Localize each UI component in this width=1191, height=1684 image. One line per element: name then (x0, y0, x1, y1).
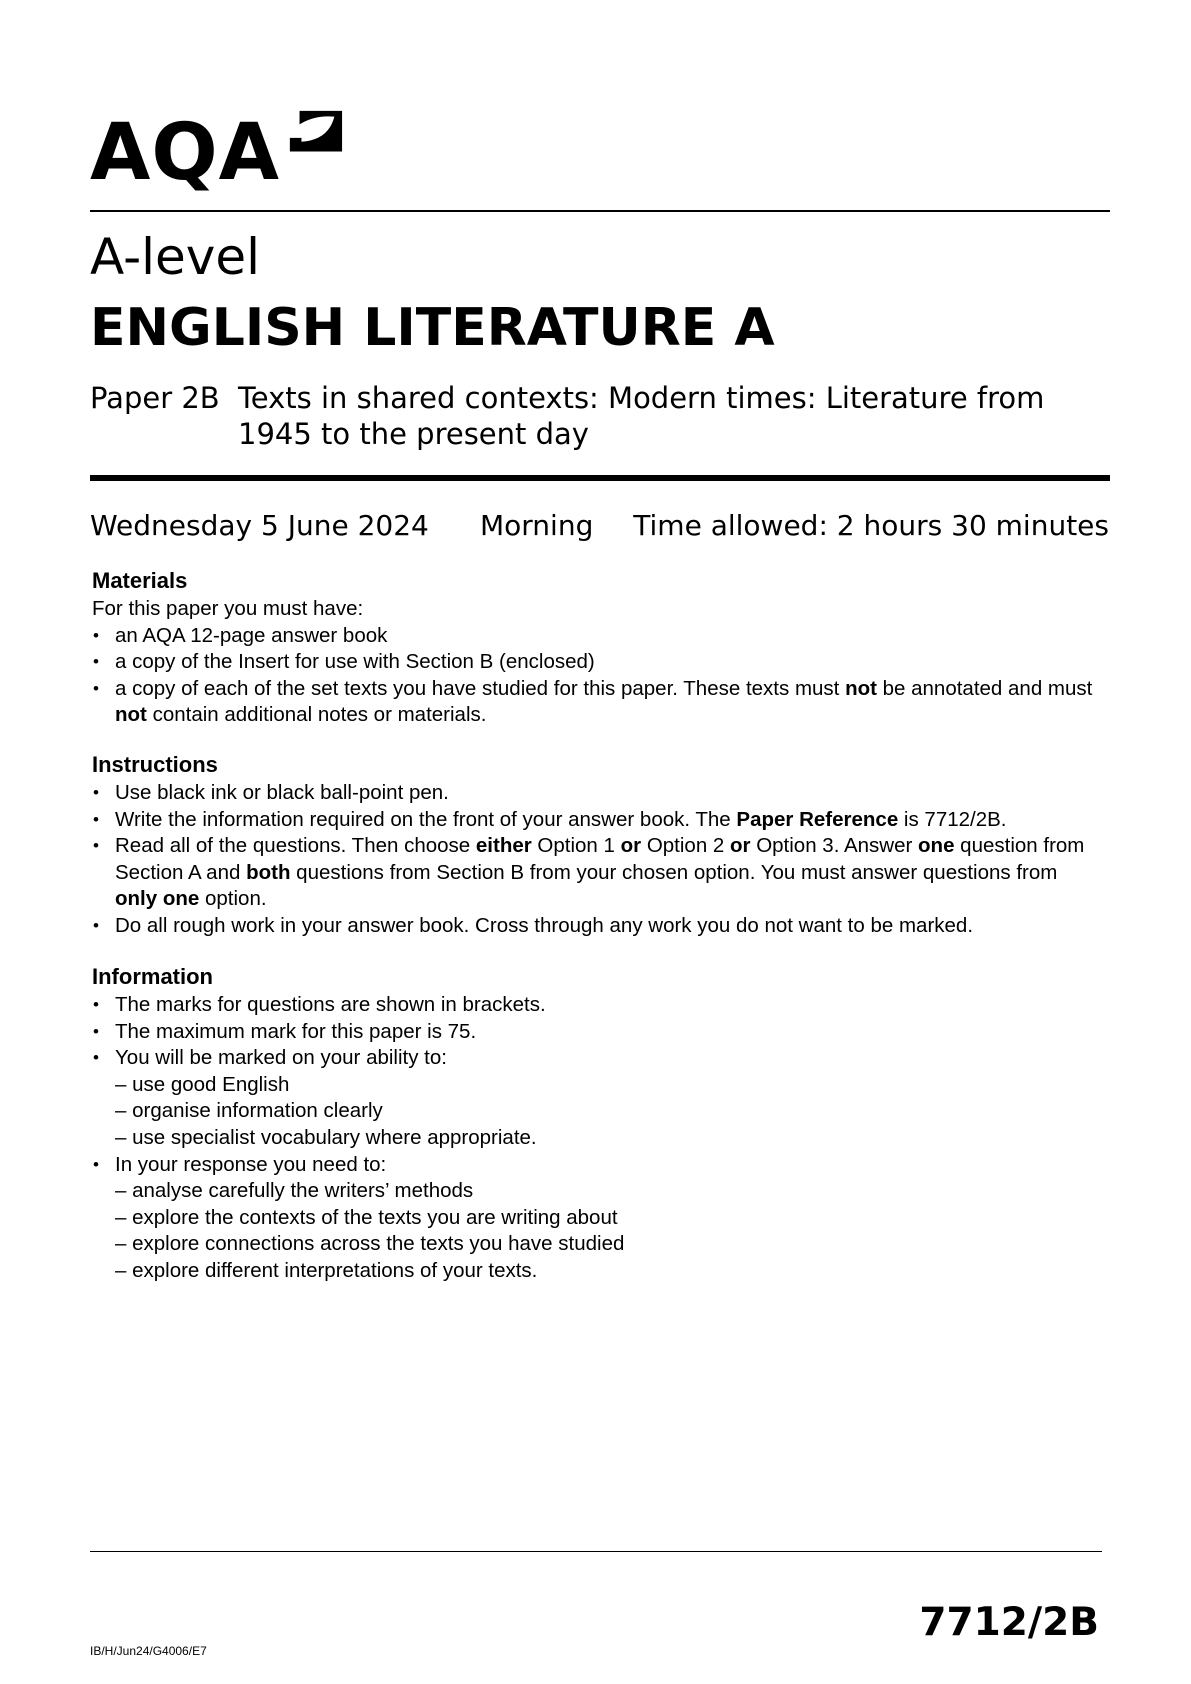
materials-heading: Materials (92, 568, 188, 593)
footer-divider (90, 1551, 1102, 1552)
list-item-text: You will be marked on your ability to: (115, 1046, 447, 1070)
qualification-level: A-level (90, 228, 261, 286)
aqa-logo (90, 100, 360, 200)
emphasis-text: or (730, 834, 751, 858)
text-run: Option 3. Answer (750, 834, 919, 858)
information-section (92, 962, 1102, 1285)
sub-item: – explore different interpretations of your texts. (115, 1258, 538, 1282)
subject-title: ENGLISH LITERATURE A (90, 298, 775, 358)
time-allowed: Time allowed: 2 hours 30 minutes (633, 509, 1109, 542)
text-run: option. (199, 887, 267, 911)
text-run: Read all of the questions. Then choose (115, 834, 476, 858)
emphasis-text: Paper Reference (736, 807, 899, 831)
list-item (92, 1019, 1102, 1046)
list-item-text: Use black ink or black ball-point pen. (115, 781, 449, 804)
paper-title: Texts in shared contexts: Modern times: Literature from 1945 to the present day (238, 381, 1045, 451)
list-item (92, 833, 1102, 913)
instructions-heading: Instructions (92, 752, 218, 777)
list-item (92, 676, 1102, 729)
emphasis-text: one (918, 834, 955, 858)
emphasis-text: either (475, 834, 532, 858)
paper-reference: 7712/2B (919, 1600, 1099, 1645)
text-run: be annotated and must (876, 676, 1093, 700)
list-item (92, 992, 1102, 1019)
list-item-text: In your response you need to: (115, 1152, 387, 1176)
sub-item: – use specialist vocabulary where appropriate. (115, 1125, 537, 1149)
list-item-text: Do all rough work in your answer book. Cross through any work you do not want to be marked. (115, 913, 974, 937)
information-heading: Information (92, 964, 213, 989)
logo-text: AQA (90, 108, 281, 198)
header-divider (90, 210, 1110, 212)
text-run: Write the information required on the front of your answer book. The (115, 807, 737, 831)
text-run: a copy of each of the set texts you have studied for this paper. These texts must (115, 676, 846, 700)
list-item-text: The maximum mark for this paper is 75. (115, 1019, 477, 1043)
list-item-text: The marks for questions are shown in brackets. (115, 993, 546, 1016)
list-item-text: a copy of the Insert for use with Section B (enclosed) (115, 650, 595, 674)
sub-item: – explore the contexts of the texts you are writing about (115, 1205, 618, 1229)
materials-list (92, 623, 1102, 729)
list-item (92, 1152, 1102, 1285)
sub-item: – use good English (115, 1072, 290, 1096)
text-run: Option 2 (641, 834, 731, 858)
list-item (92, 649, 1102, 676)
emphasis-text: both (246, 860, 291, 884)
list-item (92, 780, 1102, 807)
aqa-leaf-icon (286, 107, 344, 165)
exam-date: Wednesday 5 June 2024 (90, 509, 429, 542)
paper-code: Paper 2B (90, 381, 220, 415)
list-item (92, 913, 1102, 940)
title-divider (90, 475, 1110, 481)
emphasis-text: or (620, 834, 642, 858)
text-run: Option 1 (531, 834, 621, 858)
information-list (92, 992, 1102, 1285)
exam-session: Morning (480, 509, 594, 542)
instructions-list (92, 780, 1102, 940)
text-run: contain additional notes or materials. (146, 703, 487, 727)
list-item (92, 1045, 1102, 1151)
text-run: is 7712/2B. (898, 807, 1007, 831)
list-item-text: an AQA 12-page answer book (115, 623, 388, 647)
document-code: IB/H/Jun24/G4006/E7 (90, 1644, 207, 1658)
list-item (92, 807, 1102, 834)
list-item (92, 623, 1102, 650)
emphasis-text: not (115, 703, 147, 727)
sub-item: – explore connections across the texts you have studied (115, 1232, 625, 1256)
sub-item: – organise information clearly (115, 1099, 383, 1123)
text-run: question from Section A and (115, 834, 1085, 884)
sub-item: – analyse carefully the writers’ methods (115, 1179, 474, 1203)
materials-section (92, 566, 1102, 729)
instructions-section (92, 750, 1102, 940)
emphasis-text: only one (115, 887, 200, 911)
text-run: questions from Section B from your chosen option. You must answer questions from (290, 860, 1058, 884)
materials-intro: For this paper you must have: (92, 597, 364, 620)
emphasis-text: not (845, 676, 877, 700)
